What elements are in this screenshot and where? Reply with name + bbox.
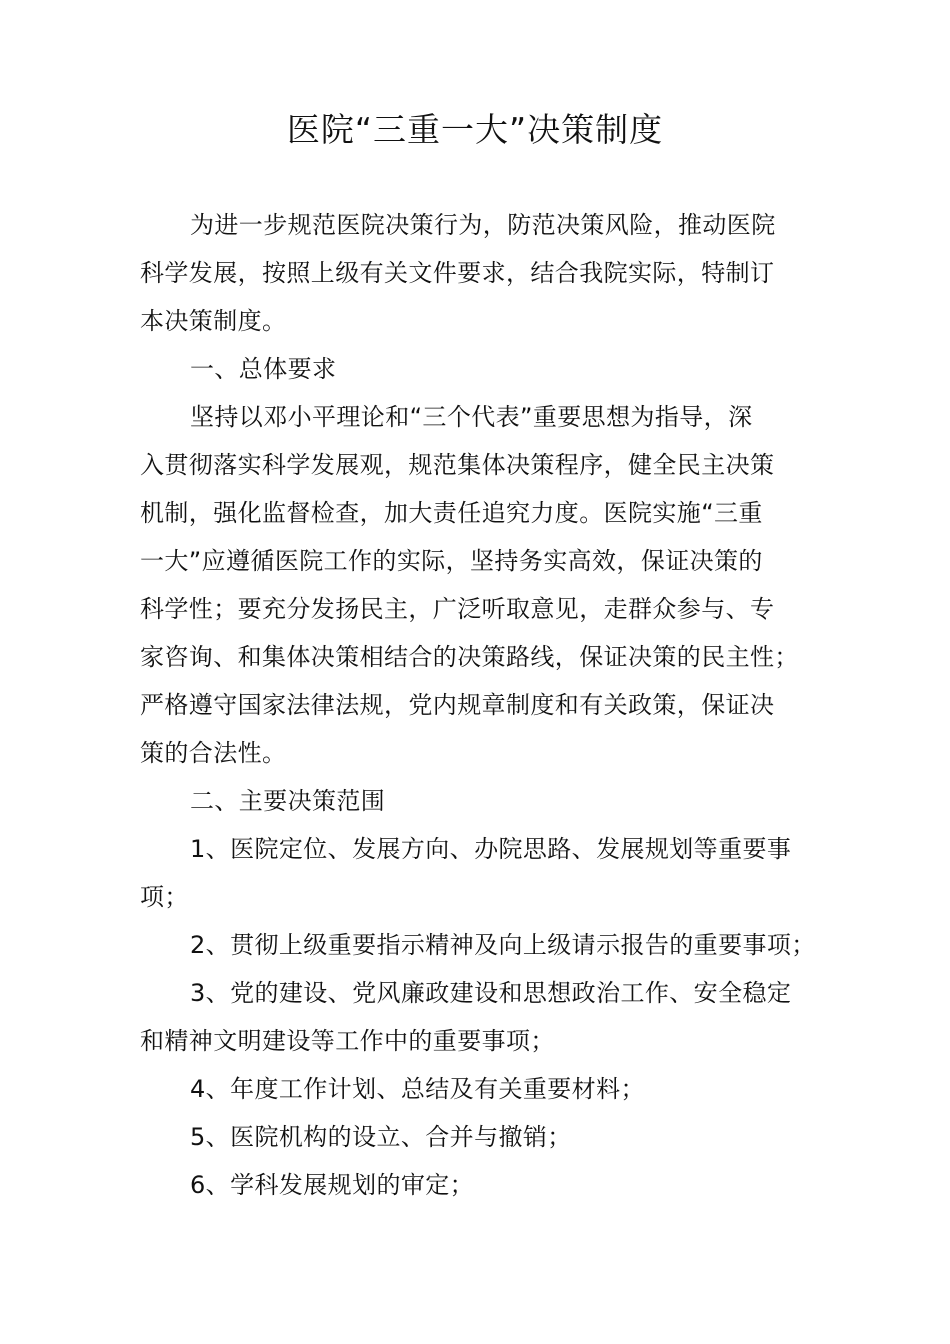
paragraph-line: 科学性；要充分发扬民主，广泛听取意见，走群众参与、专 [140,595,775,623]
paragraph-line: 科学发展，按照上级有关文件要求，结合我院实际，特制订 [140,259,775,287]
paragraph-line: 策的合法性。 [140,739,287,767]
paragraph-line: 坚持以邓小平理论和“三个代表”重要思想为指导，深 [190,403,753,431]
paragraph-line: 一大”应遵循医院工作的实际，坚持务实高效，保证决策的 [140,547,763,575]
list-item: 3、党的建设、党风廉政建设和思想政治工作、安全稳定 [190,979,792,1007]
list-item: 6、学科发展规划的审定； [190,1171,475,1199]
document-title: 医院“三重一大”决策制度 [286,110,664,149]
paragraph-line: 机制，强化监督检查，加大责任追究力度。医院实施“三重 [140,499,763,527]
list-item: 1、医院定位、发展方向、办院思路、发展规划等重要事 [190,835,792,863]
paragraph-line: 入贯彻落实科学发展观，规范集体决策程序，健全民主决策 [140,451,775,479]
paragraph-line: 为进一步规范医院决策行为，防范决策风险，推动医院 [190,211,776,239]
list-item-continuation: 项； [140,883,189,911]
section-heading: 二、主要决策范围 [190,787,386,815]
paragraph-line: 本决策制度。 [140,307,287,335]
list-item: 2、贯彻上级重要指示精神及向上级请示报告的重要事项； [190,931,816,959]
list-item-continuation: 和精神文明建设等工作中的重要事项； [140,1027,555,1055]
section-heading: 一、总体要求 [190,355,337,383]
paragraph-line: 家咨询、和集体决策相结合的决策路线，保证决策的民主性； [140,643,799,671]
paragraph-line: 严格遵守国家法律法规，党内规章制度和有关政策，保证决 [140,691,775,719]
list-item: 5、医院机构的设立、合并与撤销； [190,1123,572,1151]
list-item: 4、年度工作计划、总结及有关重要材料； [190,1075,645,1103]
